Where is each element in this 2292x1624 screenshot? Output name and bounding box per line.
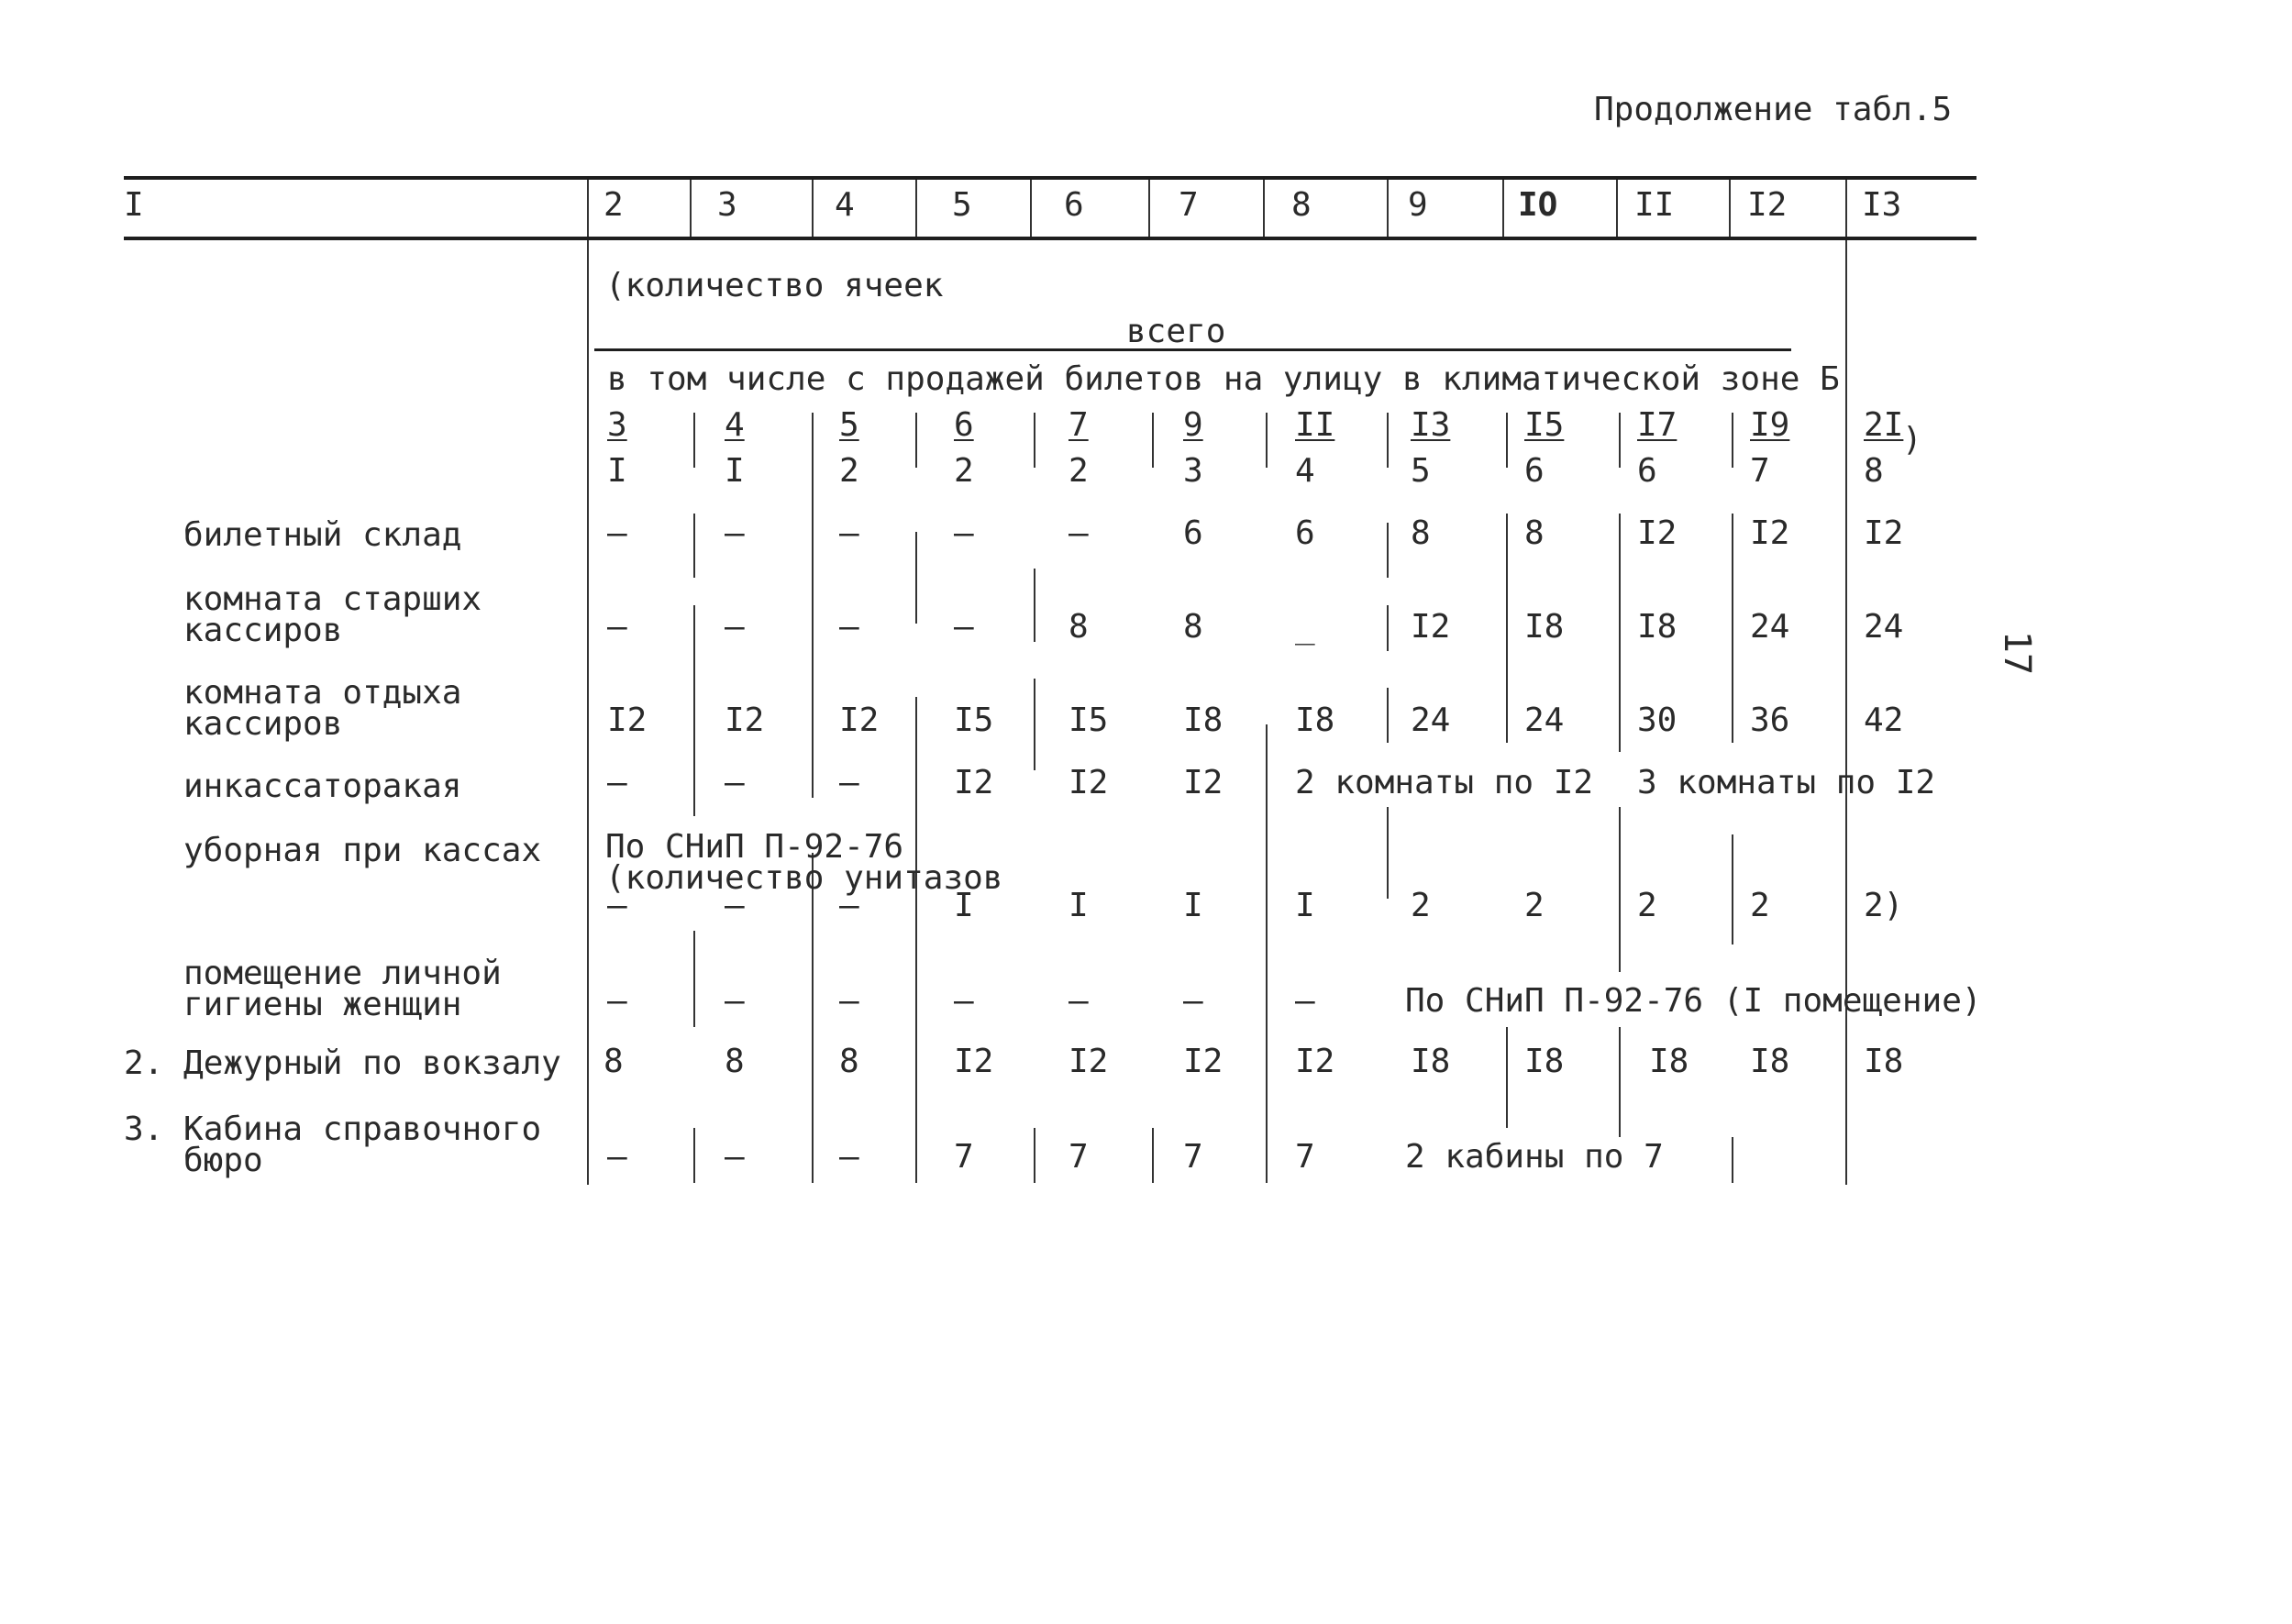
column-divider — [1387, 605, 1389, 651]
cell: – — [725, 887, 745, 924]
toilet-note-line2: (количество унитазов — [605, 859, 1003, 897]
column-divider — [1034, 1128, 1035, 1183]
cell: 24 — [1750, 608, 1790, 646]
fraction-denominator: 2 — [954, 452, 974, 490]
cell: I — [954, 887, 974, 924]
cell: I2 — [1068, 1043, 1109, 1080]
header-divider — [1263, 180, 1265, 237]
header-divider — [1502, 180, 1504, 237]
cell: – — [1068, 514, 1089, 552]
fraction-close-paren: ) — [1902, 421, 1922, 458]
cell: 7 — [954, 1138, 974, 1176]
column-divider — [1152, 1128, 1154, 1183]
cell: – — [839, 982, 859, 1020]
header-divider — [915, 180, 917, 237]
fraction-denominator: 4 — [1295, 452, 1315, 490]
row-label-station-duty: 2. Дежурный по вокзалу — [124, 1044, 561, 1082]
header-col-13: I3 — [1862, 186, 1902, 224]
cell: 24 — [1524, 702, 1565, 739]
cell: 8 — [603, 1043, 624, 1080]
cell: – — [954, 608, 974, 646]
cell: – — [725, 608, 745, 646]
cell: I8 — [1295, 702, 1335, 739]
cell: _ — [1295, 608, 1315, 646]
column-divider — [1732, 1137, 1733, 1183]
cell: 7 — [1068, 1138, 1089, 1176]
cell: 2 — [1637, 887, 1657, 924]
column-divider — [1034, 413, 1035, 468]
column-divider — [1387, 688, 1389, 743]
row-label-info-booth-line1: 3. Кабина справочного — [124, 1110, 542, 1148]
fraction-denominator: 5 — [1411, 452, 1431, 490]
group-caption: (количество ячеек — [605, 267, 944, 304]
header-col-11: II — [1634, 186, 1675, 224]
column-divider — [693, 931, 695, 1027]
fraction-denominator: 3 — [1183, 452, 1203, 490]
column-divider — [812, 853, 814, 1183]
cell: I — [1295, 887, 1315, 924]
cell: – — [839, 514, 859, 552]
column-divider — [1387, 523, 1389, 578]
cell: – — [1295, 982, 1315, 1020]
cell: – — [607, 514, 627, 552]
cell: I — [1068, 887, 1089, 924]
fraction-numerator: I3 — [1411, 406, 1451, 444]
fraction-numerator: 6 — [954, 406, 974, 444]
column-divider — [1266, 724, 1268, 1183]
header-divider — [1729, 180, 1731, 237]
cell: – — [725, 514, 745, 552]
header-col-9: 9 — [1408, 186, 1428, 224]
column-divider — [1732, 514, 1733, 743]
header-divider — [1030, 180, 1032, 237]
row-label-collectors: инкассаторакая — [183, 768, 462, 805]
fraction-numerator: I5 — [1524, 406, 1565, 444]
fraction-numerator: I9 — [1750, 406, 1790, 444]
cell: 8 — [1068, 608, 1089, 646]
column-divider — [693, 514, 695, 578]
cell: I2 — [1183, 1043, 1224, 1080]
merged-cell: 3 комнаты по I2 — [1637, 764, 1936, 801]
cell: I5 — [954, 702, 994, 739]
cell: – — [725, 764, 745, 801]
fraction-denominator: 6 — [1637, 452, 1657, 490]
cell: 24 — [1864, 608, 1904, 646]
cell: I8 — [1411, 1043, 1451, 1080]
cell: I2 — [725, 702, 765, 739]
cell: 2 — [1750, 887, 1770, 924]
cell: I2 — [839, 702, 880, 739]
cell: – — [725, 1138, 745, 1176]
cell: 30 — [1637, 702, 1677, 739]
cell: – — [607, 608, 627, 646]
header-col-1: I — [124, 186, 144, 224]
column-divider — [587, 240, 589, 1185]
column-divider — [1619, 1027, 1621, 1137]
column-divider — [1387, 413, 1389, 468]
cell: 8 — [1524, 514, 1545, 552]
column-divider — [915, 532, 917, 624]
header-col-6: 6 — [1064, 186, 1084, 224]
header-divider — [1616, 180, 1618, 237]
fraction-denominator: 2 — [839, 452, 859, 490]
column-divider — [1034, 569, 1035, 642]
cell: – — [1183, 982, 1203, 1020]
header-col-7: 7 — [1179, 186, 1199, 224]
header-col-3: 3 — [717, 186, 737, 224]
cell: 36 — [1750, 702, 1790, 739]
merged-cell: 2 комнаты по I2 — [1295, 764, 1594, 801]
cell: – — [1068, 982, 1089, 1020]
table-caption: Продолжение табл.5 — [1594, 91, 1953, 128]
fraction-denominator: 6 — [1524, 452, 1545, 490]
fraction-numerator: 5 — [839, 406, 859, 444]
cell: I8 — [1524, 1043, 1565, 1080]
cell: 2 — [1411, 887, 1431, 924]
cell: – — [607, 982, 627, 1020]
fraction-denominator: I — [607, 452, 627, 490]
column-divider — [1266, 413, 1268, 468]
column-divider — [915, 697, 917, 1183]
column-divider — [1619, 413, 1621, 468]
cell: I8 — [1524, 608, 1565, 646]
column-divider — [1732, 413, 1733, 468]
cell: 2) — [1864, 887, 1904, 924]
cell: I2 — [1750, 514, 1790, 552]
row-label-toilet: уборная при кассах — [183, 832, 542, 869]
header-col-12: I2 — [1747, 186, 1788, 224]
cell: I2 — [1068, 764, 1109, 801]
cell: 8 — [1183, 608, 1203, 646]
fraction-denominator: 8 — [1864, 452, 1884, 490]
column-divider — [1619, 807, 1621, 972]
column-divider — [693, 605, 695, 816]
header-col-5: 5 — [952, 186, 972, 224]
cell: 7 — [1183, 1138, 1203, 1176]
column-divider — [1506, 413, 1508, 468]
fraction-numerator: 2I — [1864, 406, 1904, 444]
cell: 8 — [1411, 514, 1431, 552]
header-bottom-rule — [124, 237, 1976, 240]
cell: I2 — [954, 1043, 994, 1080]
cell: 6 — [1295, 514, 1315, 552]
cell: I8 — [1750, 1043, 1790, 1080]
cell: – — [839, 764, 859, 801]
row-label-cashier-rest-line1: комната отдыха — [183, 674, 462, 712]
header-divider — [690, 180, 692, 237]
row-label-senior-cashiers-line2: кассиров — [183, 612, 343, 649]
column-divider — [1152, 413, 1154, 468]
row-label-hygiene-line2: гигиены женщин — [183, 986, 462, 1023]
header-divider — [1387, 180, 1389, 237]
row-label-info-booth-line2: бюро — [183, 1142, 263, 1179]
total-label: всего — [1126, 313, 1226, 350]
cell: – — [954, 982, 974, 1020]
row-label-hygiene-line1: помещение личной — [183, 955, 502, 992]
toilet-note-line1: По СНиП П-92-76 — [605, 828, 904, 866]
cell: 7 — [1295, 1138, 1315, 1176]
cell: I8 — [1183, 702, 1224, 739]
page-number: 17 — [1996, 630, 2039, 676]
row-label-senior-cashiers-line1: комната старших — [183, 580, 482, 618]
fraction-numerator: I7 — [1637, 406, 1677, 444]
cell: – — [839, 1138, 859, 1176]
merged-cell: 2 кабины по 7 — [1405, 1138, 1664, 1176]
merged-cell: По СНиП П-92-76 (I помещение) — [1405, 982, 1982, 1020]
cell: 6 — [1183, 514, 1203, 552]
cell: – — [607, 764, 627, 801]
header-col-2: 2 — [603, 186, 624, 224]
row-label-ticket-storage: билетный склад — [183, 516, 462, 554]
header-divider — [1148, 180, 1150, 237]
cell: – — [607, 887, 627, 924]
table-top-rule — [124, 176, 1976, 180]
column-divider — [693, 413, 695, 468]
header-col-8: 8 — [1291, 186, 1312, 224]
cell: I2 — [1183, 764, 1224, 801]
header-col-4: 4 — [835, 186, 855, 224]
header-divider — [1845, 180, 1847, 237]
fraction-numerator: 4 — [725, 406, 745, 444]
cell: 24 — [1411, 702, 1451, 739]
column-divider — [1845, 240, 1847, 1185]
column-divider — [915, 413, 917, 468]
cell: I8 — [1649, 1043, 1689, 1080]
cell: I2 — [954, 764, 994, 801]
cell: – — [607, 1138, 627, 1176]
header-col-10: IO — [1518, 186, 1558, 224]
fraction-denominator: 7 — [1750, 452, 1770, 490]
header-divider — [812, 180, 814, 237]
cell: 8 — [839, 1043, 859, 1080]
cell: I2 — [1637, 514, 1677, 552]
fraction-numerator: II — [1295, 406, 1335, 444]
fraction-denominator: I — [725, 452, 745, 490]
fraction-denominator: 2 — [1068, 452, 1089, 490]
column-divider — [1034, 679, 1035, 770]
column-divider — [1506, 1027, 1508, 1128]
cell: I8 — [1637, 608, 1677, 646]
cell: I8 — [1864, 1043, 1904, 1080]
cell: I — [1183, 887, 1203, 924]
column-divider — [1732, 834, 1733, 945]
cell: – — [954, 514, 974, 552]
cell: 8 — [725, 1043, 745, 1080]
cell: I5 — [1068, 702, 1109, 739]
including-label: в том числе с продажей билетов на улицу в климатической зоне Б — [607, 360, 1840, 398]
column-divider — [812, 413, 814, 798]
column-divider — [1506, 514, 1508, 743]
cell: – — [725, 982, 745, 1020]
cell: I2 — [1295, 1043, 1335, 1080]
column-divider — [693, 1128, 695, 1183]
fraction-numerator: 9 — [1183, 406, 1203, 444]
cell: 42 — [1864, 702, 1904, 739]
cell: I2 — [1411, 608, 1451, 646]
fraction-numerator: 3 — [607, 406, 627, 444]
cell: – — [839, 608, 859, 646]
cell: 2 — [1524, 887, 1545, 924]
column-divider — [1387, 807, 1389, 899]
row-label-cashier-rest-line2: кассиров — [183, 705, 343, 743]
column-divider — [1619, 514, 1621, 752]
cell: – — [839, 887, 859, 924]
cell: I2 — [1864, 514, 1904, 552]
header-divider — [587, 180, 589, 237]
fraction-numerator: 7 — [1068, 406, 1089, 444]
cell: I2 — [607, 702, 648, 739]
